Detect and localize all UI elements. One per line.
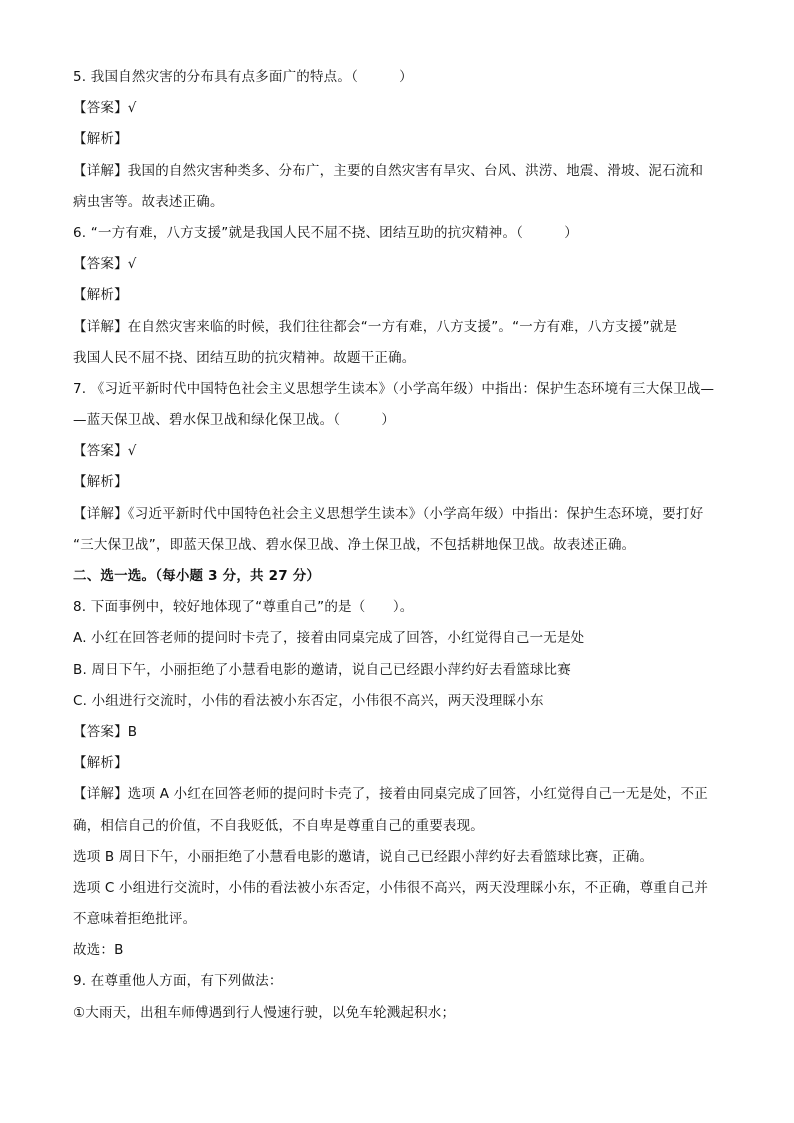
- option-8-a: A. 小红在回答老师的提问时卡壳了，接着由同桌完成了回答，小红觉得自己一无是处: [73, 630, 585, 647]
- explanation-8-line-3: 选项 B 周日下午，小丽拒绝了小慧看电影的邀请，说自己已经跟小萍约好去看篮球比赛，正确。: [73, 848, 654, 865]
- document-page: [73, 62, 723, 1029]
- question-5: 5. 我国自然灾害的分布具有点多面广的特点。（ ）: [73, 69, 413, 85]
- analysis-label-8: 【解析】: [73, 755, 128, 772]
- question-7-line-1: 7. 《习近平新时代中国特色社会主义思想学生读本》（小学高年级）中指出：保护生态环境有三大保卫战—: [73, 380, 715, 397]
- analysis-label-6: 【解析】: [73, 287, 128, 304]
- explanation-6-line-1: 【详解】在自然灾害来临的时候，我们往往都会“一方有难，八方支援”。“一方有难，八方支援”就是: [73, 318, 678, 335]
- answer-6: 【答案】√: [73, 256, 137, 273]
- explanation-5-line-2: 病虫害等。故表述正确。: [73, 193, 224, 210]
- question-9-item-1: ①大雨天，出租车师傅遇到行人慢速行驶，以免车轮溅起积水；: [73, 1004, 456, 1021]
- explanation-6-line-2: 我国人民不屈不挠、团结互助的抗灾精神。故题干正确。: [73, 349, 416, 366]
- option-8-c: C. 小组进行交流时，小伟的看法被小东否定，小伟很不高兴，两天没理睬小东: [73, 692, 544, 709]
- answer-8: 【答案】B: [73, 723, 138, 740]
- explanation-7-line-1: 【详解】《习近平新时代中国特色社会主义思想学生读本》（小学高年级）中指出：保护生态环境，要打好: [73, 505, 704, 522]
- explanation-5-line-1: 【详解】我国的自然灾害种类多、分布广，主要的自然灾害有旱灾、台风、洪涝、地震、滑坡、泥石流和: [73, 162, 704, 179]
- section-heading-2: 二、选一选。（每小题 3 分，共 27 分）: [73, 568, 321, 584]
- explanation-8-line-2: 确，相信自己的价值，不自我贬低，不自卑是尊重自己的重要表现。: [73, 817, 484, 834]
- answer-7: 【答案】√: [73, 443, 137, 460]
- explanation-8-line-5: 不意味着拒绝批评。: [73, 911, 197, 928]
- explanation-8-line-4: 选项 C 小组进行交流时，小伟的看法被小东否定，小伟很不高兴，两天没理睬小东，不正确，尊重自己并: [73, 879, 709, 896]
- option-8-b: B. 周日下午，小丽拒绝了小慧看电影的邀请，说自己已经跟小萍约好去看篮球比赛: [73, 661, 571, 678]
- answer-5: 【答案】√: [73, 100, 137, 117]
- question-9: 9. 在尊重他人方面，有下列做法：: [73, 973, 283, 990]
- question-6: 6. “一方有难，八方支援”就是我国人民不屈不挠、团结互助的抗灾精神。（ ）: [73, 224, 578, 241]
- question-8: 8. 下面事例中，较好地体现了“尊重自己”的是（ ）。: [73, 599, 414, 616]
- explanation-7-line-2: “三大保卫战”，即蓝天保卫战、碧水保卫战、净土保卫战，不包括耕地保卫战。故表述正确。: [73, 536, 636, 553]
- question-7-line-2: —蓝天保卫战、碧水保卫战和绿化保卫战。（ ）: [73, 412, 396, 429]
- analysis-label-5: 【解析】: [73, 131, 128, 148]
- choice-8: 故选：B: [73, 942, 124, 959]
- analysis-label-7: 【解析】: [73, 474, 128, 491]
- explanation-8-line-1: 【详解】选项 A 小红在回答老师的提问时卡壳了，接着由同桌完成了回答，小红觉得自己一无是处，不正: [73, 786, 708, 803]
